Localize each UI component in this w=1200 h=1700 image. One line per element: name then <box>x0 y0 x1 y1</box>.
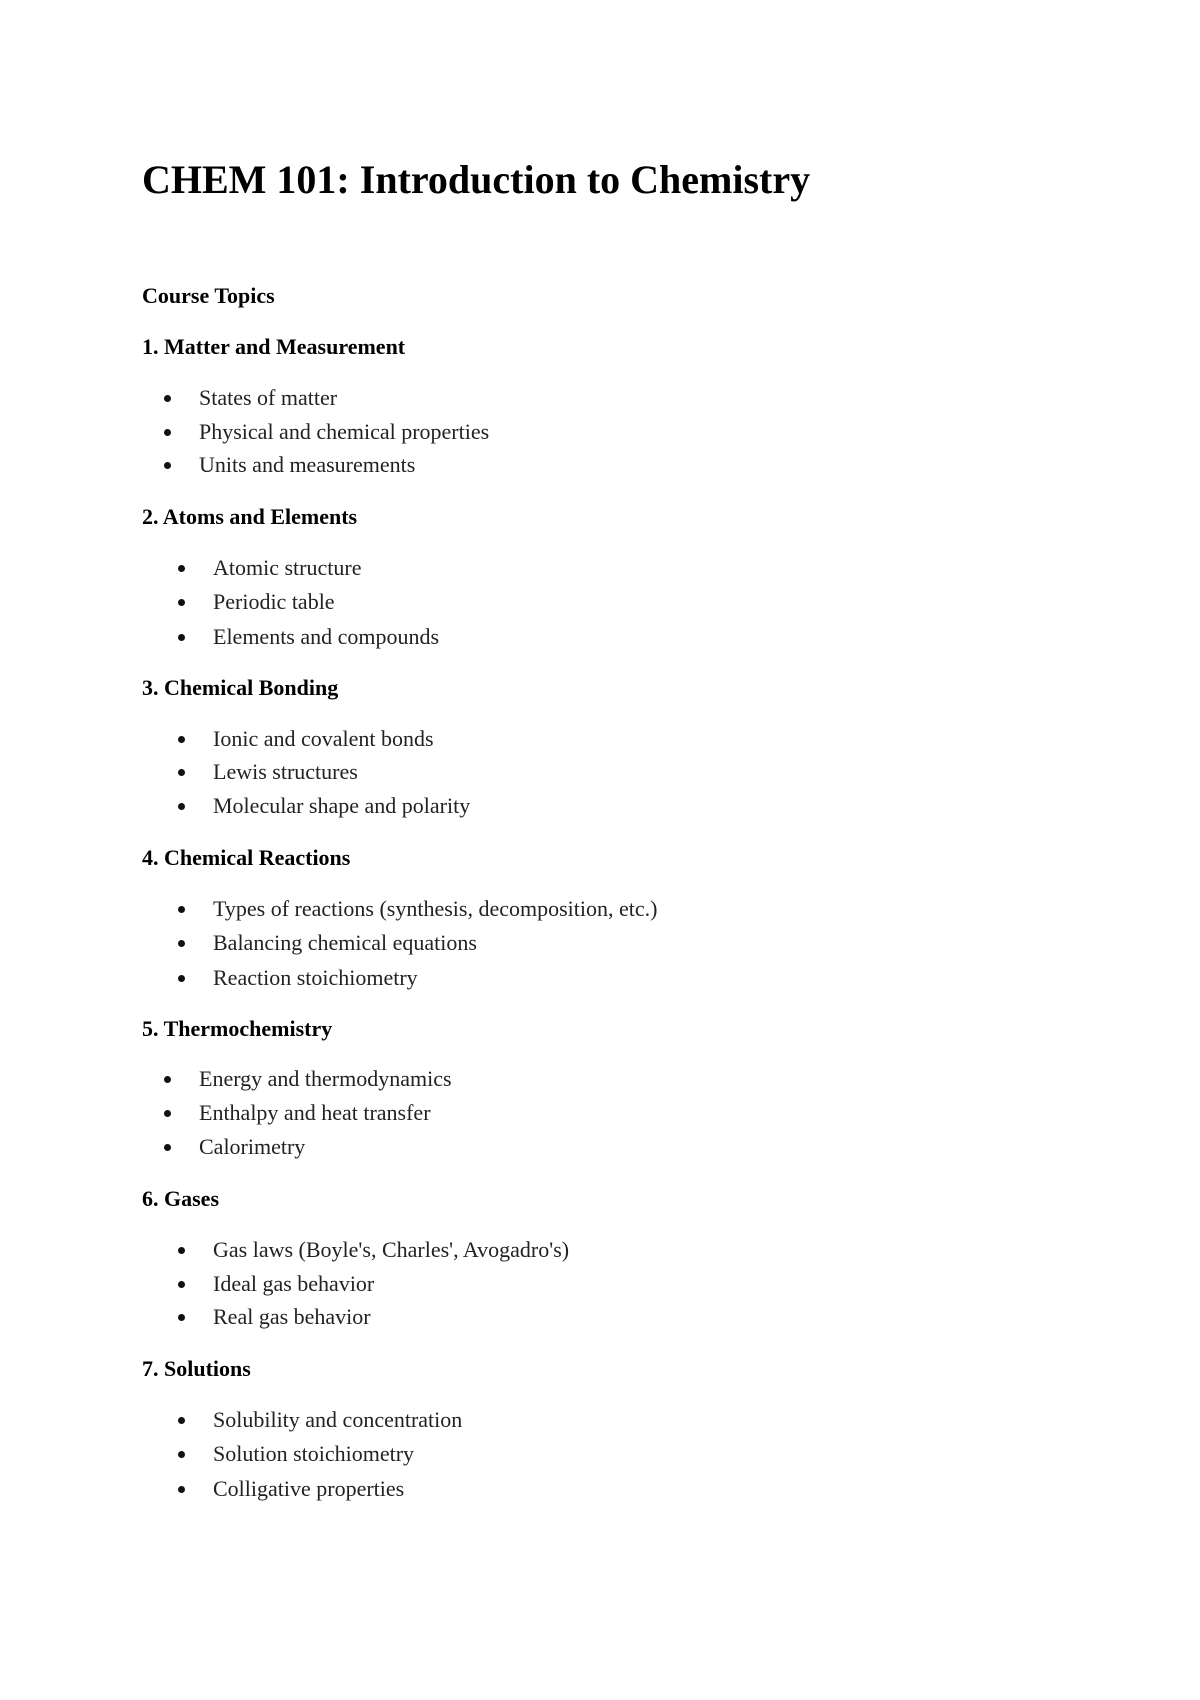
bullet-icon <box>178 1486 185 1493</box>
list-item-text: Ideal gas behavior <box>213 1271 375 1296</box>
list-item-text: Lewis structures <box>213 759 358 784</box>
bullet-icon <box>178 769 185 776</box>
section-heading: 2. Atoms and Elements <box>142 504 358 529</box>
list-item-text: States of matter <box>199 385 338 410</box>
list-item-text: Units and measurements <box>199 452 416 477</box>
bullet-icon <box>178 1281 185 1288</box>
list-item-text: Reaction stoichiometry <box>213 965 418 990</box>
bullet-icon <box>164 1076 171 1083</box>
bullet-icon <box>164 395 171 402</box>
section-heading: 4. Chemical Reactions <box>142 845 351 870</box>
list-item-text: Solution stoichiometry <box>213 1441 415 1466</box>
section-heading: 7. Solutions <box>142 1356 251 1381</box>
bullet-icon <box>164 462 171 469</box>
list-item-text: Physical and chemical properties <box>199 419 490 444</box>
bullet-icon <box>164 429 171 436</box>
bullet-icon <box>178 906 185 913</box>
list-item-text: Types of reactions (synthesis, decomposition, etc.) <box>213 896 658 921</box>
bullet-icon <box>164 1144 171 1151</box>
section-matter-and-measurement <box>142 333 1042 477</box>
section-solutions <box>142 1355 1042 1501</box>
section-atoms-and-elements <box>142 503 1042 649</box>
list-item-text: Elements and compounds <box>213 624 440 649</box>
bullet-icon <box>178 736 185 743</box>
bullet-icon <box>178 975 185 982</box>
section-heading: 5. Thermochemistry <box>142 1016 333 1041</box>
list-item-text: Energy and thermodynamics <box>199 1066 452 1091</box>
bullet-icon <box>178 1451 185 1458</box>
bullet-icon <box>178 803 185 810</box>
list-item-text: Colligative properties <box>213 1476 405 1501</box>
bullet-icon <box>178 599 185 606</box>
bullet-icon <box>178 1314 185 1321</box>
list-item-text: Balancing chemical equations <box>213 930 477 955</box>
bullet-icon <box>178 1247 185 1254</box>
bullet-icon <box>164 1110 171 1117</box>
bullet-icon <box>178 940 185 947</box>
list-item-text: Molecular shape and polarity <box>213 793 471 818</box>
section-gases <box>142 1185 1042 1329</box>
bullet-icon <box>178 634 185 641</box>
section-heading: 6. Gases <box>142 1186 219 1211</box>
page-title: CHEM 101: Introduction to Chemistry <box>142 157 811 202</box>
bullet-icon <box>178 565 185 572</box>
course-topics-heading: Course Topics <box>142 283 275 308</box>
list-item-text: Ionic and covalent bonds <box>213 726 434 751</box>
list-item-text: Atomic structure <box>213 555 362 580</box>
list-item-text: Gas laws (Boyle's, Charles', Avogadro's) <box>213 1237 570 1262</box>
list-item-text: Periodic table <box>213 589 335 614</box>
bullet-icon <box>178 1417 185 1424</box>
list-item-text: Real gas behavior <box>213 1304 371 1329</box>
section-thermochemistry <box>142 1015 1042 1159</box>
section-chemical-reactions <box>142 844 1042 990</box>
section-chemical-bonding <box>142 674 1042 818</box>
list-item-text: Enthalpy and heat transfer <box>199 1100 431 1125</box>
section-heading: 3. Chemical Bonding <box>142 675 339 700</box>
list-item-text: Calorimetry <box>199 1134 306 1159</box>
list-item-text: Solubility and concentration <box>213 1407 463 1432</box>
section-heading: 1. Matter and Measurement <box>142 334 406 359</box>
